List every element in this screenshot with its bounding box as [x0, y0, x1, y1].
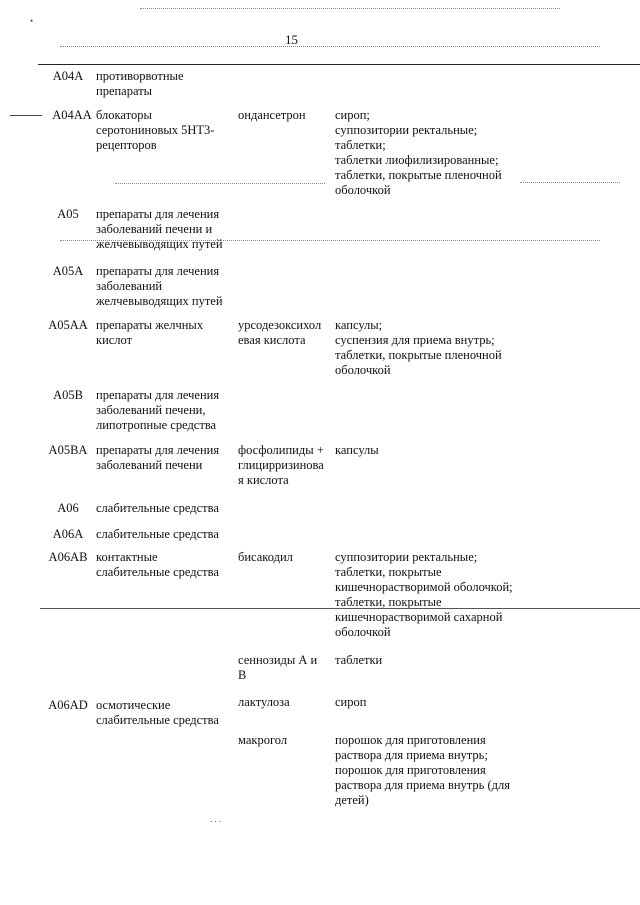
dosage-forms: сироп [335, 695, 367, 709]
group-name: препараты для лечения заболеваний печени и желчевыводящих путей [96, 207, 223, 251]
scan-artifact-line [10, 115, 42, 116]
group-name: противорвотные препараты [96, 69, 184, 98]
dosage-forms: сироп; суппозитории ректальные; таблетки; таблетки лиофилизированные; таблетки, покрытые пленочной оболочкой [335, 108, 502, 197]
dosage-forms: капсулы; суспензия для приема внутрь; таблетки, покрытые пленочной оболочкой [335, 318, 502, 377]
scan-artifact-mark: . . . [210, 814, 222, 824]
scan-artifact-line [60, 240, 600, 241]
drug-name: ондансетрон [238, 108, 306, 122]
atc-code: A06A [52, 527, 84, 541]
group-name: слабительные средства [96, 527, 219, 541]
atc-code: A04AA [52, 108, 92, 122]
atc-code: A05 [57, 207, 79, 221]
drug-name: макрогол [238, 733, 288, 747]
atc-code: A05BA [48, 443, 88, 457]
group-name: препараты желчных кислот [96, 318, 204, 347]
dosage-forms: порошок для приготовления раствора для приема внутрь; порошок для приготовления раствора для приема внутрь (для детей) [335, 733, 510, 807]
dosage-forms: суппозитории ректальные; таблетки, покрытые кишечнорастворимой оболочкой; таблетки, покрытые кишечнорастворимой сахарной оболочкой [335, 550, 513, 639]
scan-artifact-line [60, 46, 600, 47]
atc-code: A06 [57, 501, 79, 515]
group-name: блокаторы серотониновых 5HT3- рецепторов [96, 108, 215, 152]
scan-artifact-line [115, 183, 325, 184]
atc-code: A05B [53, 388, 83, 402]
group-name: контактные слабительные средства [96, 550, 219, 579]
drug-name: бисакодил [238, 550, 293, 564]
atc-code: A06AD [48, 698, 88, 712]
atc-code: A06AB [48, 550, 88, 564]
group-name: препараты для лечения заболеваний печени, липотропные средства [96, 388, 220, 432]
drug-name: лактулоза [238, 695, 290, 709]
scan-artifact-line [140, 8, 560, 9]
atc-code: A04A [52, 69, 84, 83]
atc-code: A05AA [48, 318, 88, 332]
page-number: 15 [285, 32, 298, 47]
drug-name: урсодезоксихол евая кислота [238, 318, 322, 347]
dosage-forms: таблетки [335, 653, 383, 667]
top-table-border [38, 64, 640, 65]
group-name: препараты для лечения заболеваний печени [96, 443, 220, 472]
group-name: слабительные средства [96, 501, 219, 515]
atc-code: A05A [52, 264, 84, 278]
scan-artifact-mark: • [30, 16, 34, 26]
group-name: осмотические слабительные средства [96, 698, 219, 727]
drug-name: фосфолипиды + глицирризинова я кислота [238, 443, 324, 487]
dosage-forms: капсулы [335, 443, 379, 457]
group-name: препараты для лечения заболеваний желчевыводящих путей [96, 264, 223, 308]
drug-name: сеннозиды А и В [238, 653, 318, 682]
scan-artifact-line [520, 182, 620, 183]
page-break-line [40, 608, 640, 609]
